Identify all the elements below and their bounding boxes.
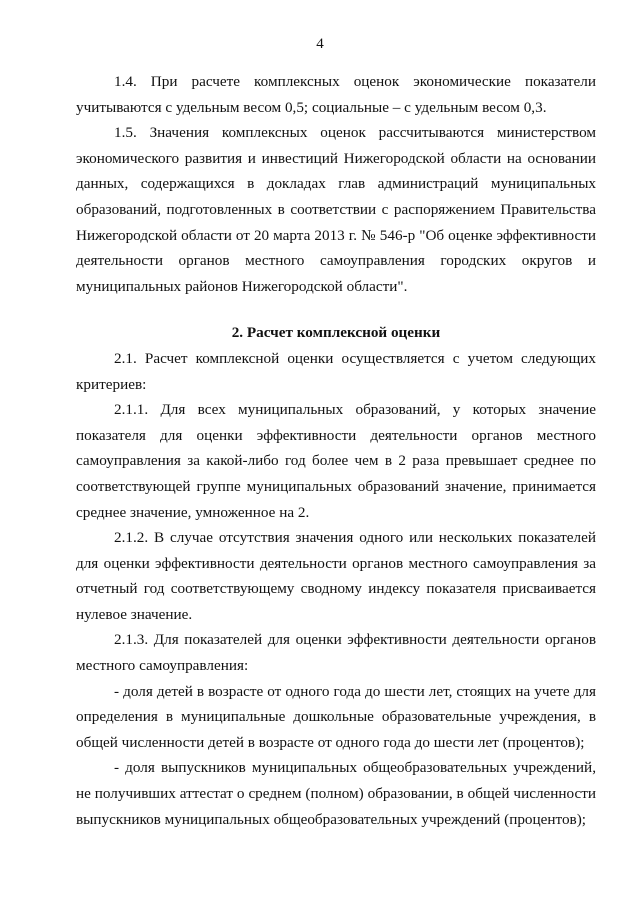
paragraph-2-1-2: 2.1.2. В случае отсутствия значения одного или нескольких показателей для оценки эффективности деятельности органов местного самоуправления за отчетный год соответствующему сводному индексу показателя присваивается нулевое значение.: [76, 529, 596, 623]
list-item-children-share: - доля детей в возрасте от одного года до шести лет, стоящих на учете для определения в муниципальные дошкольные образовательные учреждения, в общей численности детей в возрасте от одного года до шести лет (процентов);: [76, 682, 596, 751]
paragraph-2-1-3: 2.1.3. Для показателей для оценки эффективности деятельности органов местного самоуправления:: [76, 631, 596, 675]
section-heading: 2. Расчет комплексной оценки: [231, 324, 441, 342]
paragraph-1-4: 1.4. При расчете комплексных оценок экономические показатели учитываются с удельным весом 0,5; социальные – с удельным весом 0,3.: [76, 73, 596, 116]
list-item-graduates-share: - доля выпускников муниципальных общеобразовательных учреждений, не получивших аттестат о среднем (полном) образовании, в общей численности выпускников муниципальных общеобразовательных учреждений (процентов);: [76, 759, 596, 828]
paragraph-2-1-1: 2.1.1. Для всех муниципальных образований, у которых значение показателя для оценки эффективности деятельности органов местного самоуправления за какой-либо год более чем в 2 раза превышает среднее по соответствующей группе муниципальных образований значение, принимается среднее значение, умноженное на 2.: [76, 401, 596, 521]
document-body: [76, 69, 596, 832]
page-number: 4: [316, 36, 324, 52]
paragraph-1-5: 1.5. Значения комплексных оценок рассчитываются министерством экономического развития и инвестиций Нижегородской области на основании данных, содержащихся в докладах глав администраций муниципальных образований, подготовленных в соответствии с распоряжением Правительства Нижегородской области от 20 марта 2013 г. № 546-р "Об оценке эффективности деятельности органов местного самоуправления городских округов и муниципальных районов Нижегородской области".: [76, 124, 596, 295]
paragraph-2-1: 2.1. Расчет комплексной оценки осуществляется с учетом следующих критериев:: [76, 349, 596, 393]
